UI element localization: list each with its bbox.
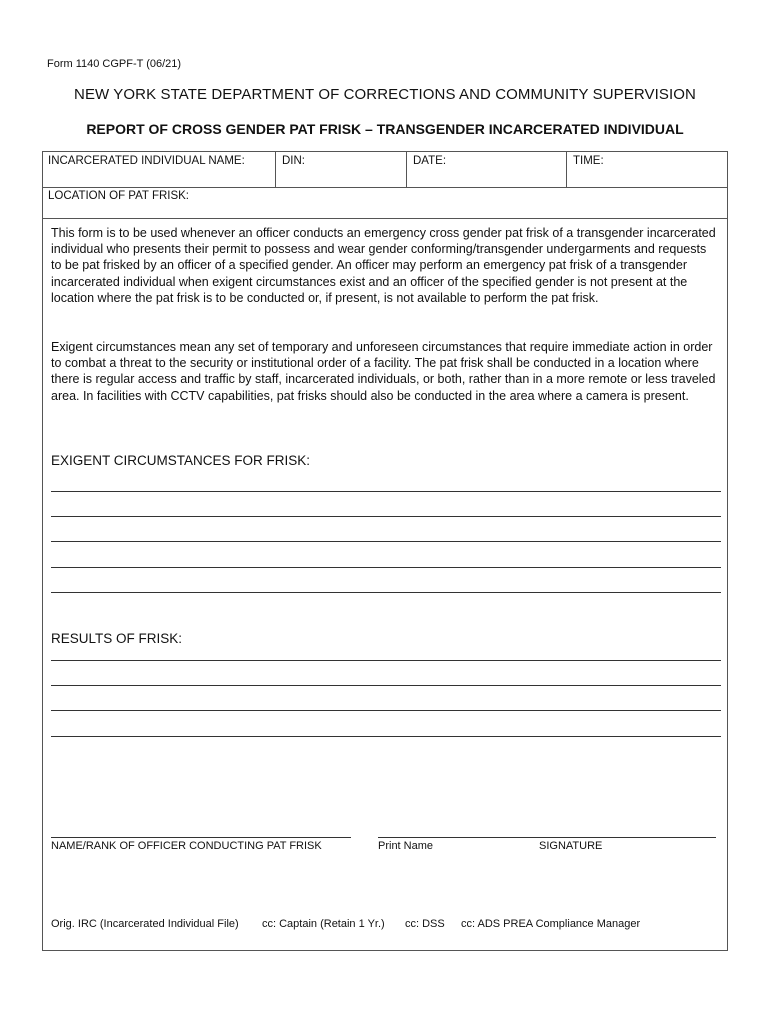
exigent-circumstances-label: EXIGENT CIRCUMSTANCES FOR FRISK: <box>51 453 311 468</box>
time-field[interactable] <box>568 152 727 187</box>
location-label: LOCATION OF PAT FRISK: <box>48 190 189 202</box>
results-line-4[interactable] <box>51 736 721 737</box>
date-label: DATE: <box>413 155 447 167</box>
time-label: TIME: <box>573 155 604 167</box>
officer-name-rank-line[interactable] <box>51 837 351 838</box>
signature-label: SIGNATURE <box>539 840 603 852</box>
exigent-line-2[interactable] <box>51 516 721 517</box>
results-line-2[interactable] <box>51 685 721 686</box>
report-title: REPORT OF CROSS GENDER PAT FRISK – TRANSGENDER INCARCERATED INDIVIDUAL <box>86 121 684 137</box>
print-name-label: Print Name <box>378 840 434 852</box>
results-line-3[interactable] <box>51 710 721 711</box>
exigent-line-5[interactable] <box>51 592 721 593</box>
exigent-line-3[interactable] <box>51 541 721 542</box>
exigent-line-4[interactable] <box>51 567 721 568</box>
department-heading: NEW YORK STATE DEPARTMENT OF CORRECTIONS AND COMMUNITY SUPERVISION <box>74 86 696 103</box>
instructions-paragraph: This form is to be used whenever an officer conducts an emergency cross gender pat frisk of a transgender incarcerated individual who presents their permit to possess and wear gender conforming/transgender undergarments and requests to be pat frisked by an officer of a specified gender. An officer may perform an emergency pat frisk of a transgender incarcerated individual when exigent circumstances exist and an officer of the specified gender is not present at the location where the pat frisk is to be conducted or, if present, is not available to perform the pat frisk. <box>51 226 716 305</box>
officer-name-rank-label: NAME/RANK OF OFFICER CONDUCTING PAT FRISK <box>51 840 322 852</box>
footer-cc-ads: cc: ADS PREA Compliance Manager <box>461 918 641 930</box>
din-label: DIN: <box>282 155 305 167</box>
form-box <box>42 151 728 951</box>
location-field[interactable] <box>43 187 727 219</box>
form-number: Form 1140 CGPF-T (06/21) <box>47 58 182 70</box>
name-label: INCARCERATED INDIVIDUAL NAME: <box>48 155 245 167</box>
results-line-1[interactable] <box>51 660 721 661</box>
exigent-definition-paragraph: Exigent circumstances mean any set of temporary and unforeseen circumstances that require immediate action in order to combat a threat to the security or institutional order of a facility. The pat frisk shall be conducted in a location where there is regular access and traffic by staff, incarcerated individuals, or both, rather than in a more remote or less traveled area. In facilities with CCTV capabilities, pat frisks should also be conducted in the area where a camera is present. <box>51 340 716 403</box>
exigent-line-1[interactable] <box>51 491 721 492</box>
header-row <box>43 152 727 188</box>
results-of-frisk-label: RESULTS OF FRISK: <box>51 631 183 646</box>
footer-orig-irc: Orig. IRC (Incarcerated Individual File) <box>51 918 239 930</box>
footer-cc-captain: cc: Captain (Retain 1 Yr.) <box>262 918 385 930</box>
incarcerated-individual-name-field[interactable] <box>43 152 276 187</box>
print-name-signature-line[interactable] <box>378 837 716 838</box>
date-field[interactable] <box>408 152 567 187</box>
din-field[interactable] <box>277 152 407 187</box>
footer-cc-dss: cc: DSS <box>405 918 445 930</box>
